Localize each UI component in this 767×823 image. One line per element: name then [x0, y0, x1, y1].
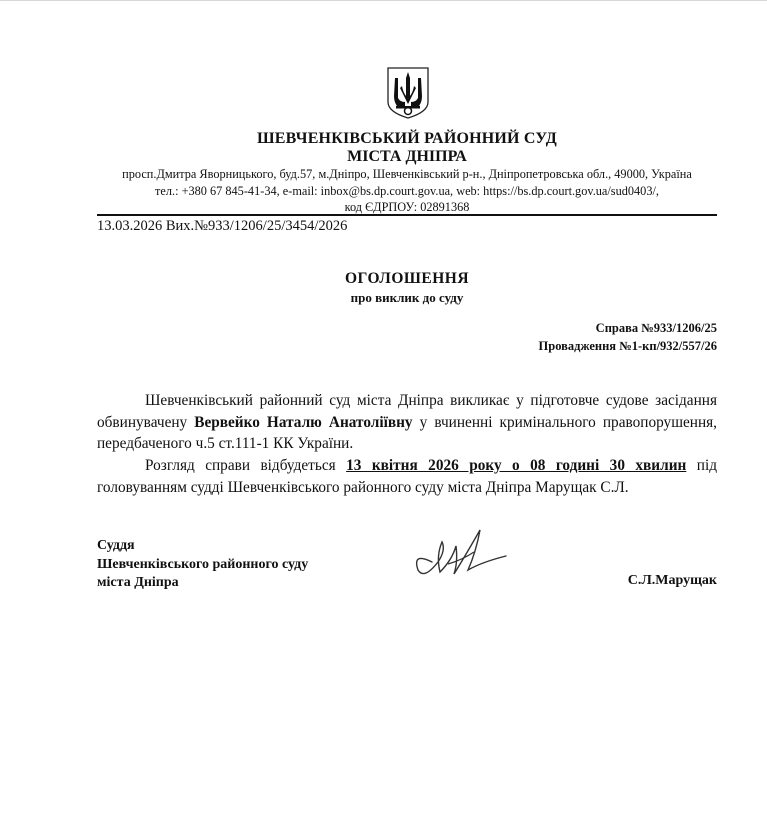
coat-of-arms-icon [386, 66, 430, 120]
accused-name: Вервейко Наталю Анатоліївну [194, 413, 413, 431]
outgoing-number: 13.03.2026 Вих.№933/1206/25/3454/2026 [97, 218, 348, 234]
header-divider [97, 214, 717, 216]
court-address: просп.Дмитра Яворницького, буд.57, м.Дніпро, Шевченківський р-н., Дніпропетровська обл., 49000, Україна [122, 167, 692, 181]
court-contacts: тел.: +380 67 845-41-34, e-mail: inbox@bs.dp.court.gov.ua, web: https://bs.dp.court.gov.ua/sud0403/, [155, 184, 659, 198]
document-subtitle: про виклик до суду [350, 290, 464, 305]
judge-title: Суддя [97, 538, 135, 553]
case-number: Справа №933/1206/25 [595, 321, 717, 335]
summons-paragraph [97, 390, 717, 455]
court-city: МІСТА ДНІПРА [347, 148, 467, 165]
p2-text: Розгляд справи відбудеться [145, 457, 347, 474]
judge-title-block [97, 537, 308, 593]
handwritten-signature-icon [402, 522, 512, 584]
judge-court: Шевченківського районного суду [97, 556, 309, 572]
judge-city: міста Дніпра [97, 575, 179, 590]
p2-text-end: під головуванням судді Шевченківського районного суду міста Дніпра Марущак С.Л. [97, 457, 717, 496]
p1-text: Шевченківський районний суд міста Дніпра викликає у підготовче судове засідання обвинувачену [97, 392, 717, 431]
hearing-datetime: 13 квітня 2026 року о 08 годині 30 хвилин [346, 457, 687, 474]
proceeding-number: Провадження №1-кп/932/557/26 [538, 339, 717, 353]
court-edrpou: код ЄДРПОУ: 02891368 [344, 200, 470, 214]
court-name: ШЕВЧЕНКІВСЬКИЙ РАЙОННИЙ СУД [257, 130, 557, 147]
judge-name: С.Л.Марущак [627, 573, 717, 588]
document-title: ОГОЛОШЕННЯ [344, 270, 470, 287]
top-border [0, 0, 767, 1]
p1-text-end: у вчиненні кримінального правопорушення, передбаченого ч.5 ст.111-1 КК України. [97, 413, 717, 452]
hearing-paragraph [97, 455, 717, 498]
